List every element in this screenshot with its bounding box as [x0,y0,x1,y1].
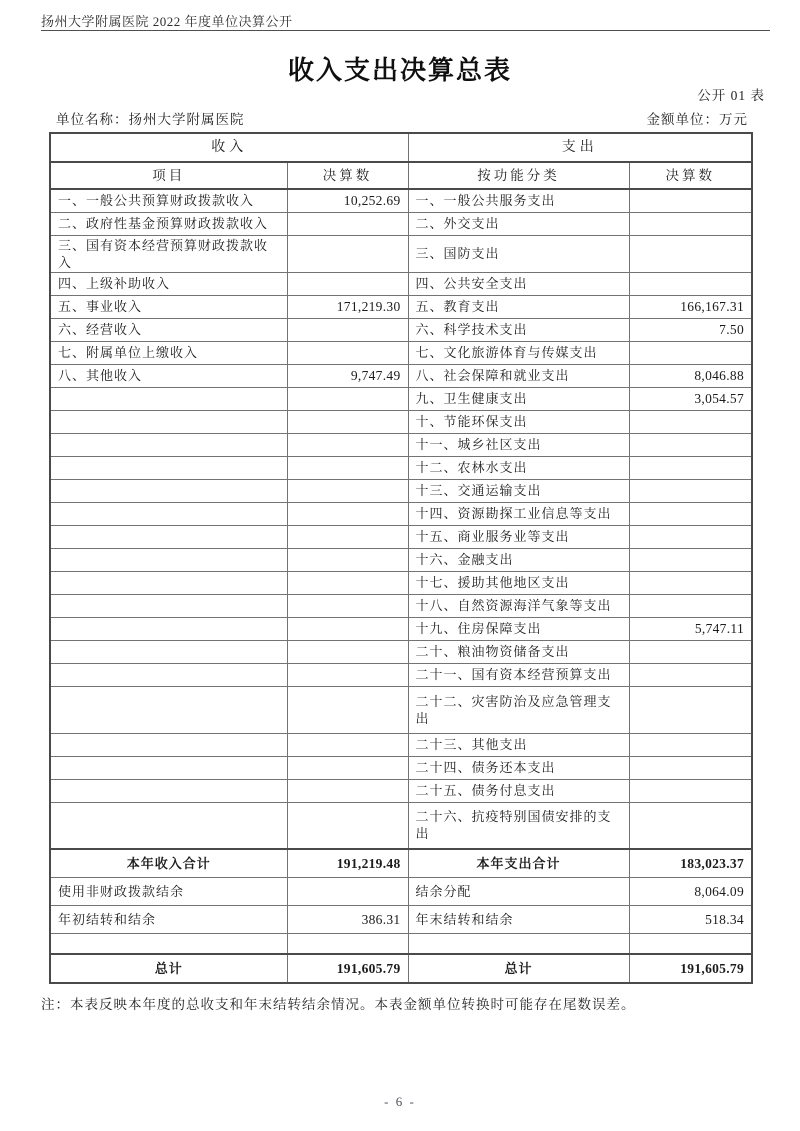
expense-value-cell [629,479,752,502]
income-item-cell: 一、一般公共预算财政拨款收入 [50,189,287,212]
income-value-cell [287,686,408,733]
income-value-cell [287,272,408,295]
table-row [50,954,752,983]
income-value-cell [287,410,408,433]
page-title: 收入支出决算总表 [287,56,512,85]
expense-value-cell [629,189,752,212]
income-item-cell: 八、其他收入 [50,364,287,387]
expense-value-cell [629,525,752,548]
expense-item-cell: 十四、资源勘探工业信息等支出 [408,502,629,525]
income-item-cell [50,479,287,502]
table-row [50,341,752,364]
income-item-cell [50,933,287,954]
income-value-cell [287,235,408,272]
table-row [50,433,752,456]
table-row [50,686,752,733]
income-value-cell [287,433,408,456]
table-head [50,133,752,189]
expense-item-cell: 十三、交通运输支出 [408,479,629,502]
expense-value-cell: 8,046.88 [629,364,752,387]
expense-item-cell: 七、文化旅游体育与传媒支出 [408,341,629,364]
income-item-cell [50,525,287,548]
table-row [50,733,752,756]
income-item-column-header: 项目 [50,162,287,189]
expense-item-cell: 十二、农林水支出 [408,456,629,479]
expense-item-cell: 二十一、国有资本经营预算支出 [408,663,629,686]
expense-item-cell: 八、社会保障和就业支出 [408,364,629,387]
income-value-cell [287,617,408,640]
expense-value-cell [629,272,752,295]
expense-value-cell: 166,167.31 [629,295,752,318]
income-item-cell [50,640,287,663]
table-row [50,594,752,617]
income-item-cell [50,686,287,733]
income-value-cell [287,779,408,802]
income-value-cell [287,318,408,341]
expense-item-cell: 九、卫生健康支出 [408,387,629,410]
expense-item-cell: 三、国防支出 [408,235,629,272]
table-row [50,410,752,433]
expense-value-cell: 3,054.57 [629,387,752,410]
expense-value-cell [629,433,752,456]
income-item-cell: 五、事业收入 [50,295,287,318]
table-row [50,617,752,640]
expense-item-cell: 二十五、债务付息支出 [408,779,629,802]
expense-value-cell: 5,747.11 [629,617,752,640]
income-item-cell: 本年收入合计 [50,849,287,877]
expense-value-cell [629,410,752,433]
income-value-cell [287,756,408,779]
expense-section-header: 支出 [408,133,752,162]
income-value-cell [287,212,408,235]
income-value-column-header: 决算数 [287,162,408,189]
income-value-cell [287,802,408,849]
expense-item-cell: 十九、住房保障支出 [408,617,629,640]
expense-value-cell [629,756,752,779]
income-value-cell: 386.31 [287,905,408,933]
table-row [50,877,752,905]
income-item-cell: 二、政府性基金预算财政拨款收入 [50,212,287,235]
table-row [50,525,752,548]
income-item-cell [50,733,287,756]
table-row [50,235,752,272]
income-value-cell [287,479,408,502]
expense-value-cell [629,548,752,571]
expense-value-cell: 183,023.37 [629,849,752,877]
expense-value-cell [629,571,752,594]
expense-item-cell [408,933,629,954]
page-number: - 6 - [384,1094,416,1109]
income-value-cell: 10,252.69 [287,189,408,212]
amount-unit-label: 金额单位：万元 [646,112,748,127]
table-row [50,933,752,954]
expense-value-cell: 191,605.79 [629,954,752,983]
table-row [50,640,752,663]
income-value-cell [287,387,408,410]
table-row [50,387,752,410]
income-value-cell [287,525,408,548]
income-item-cell [50,456,287,479]
unit-name-label: 单位名称：扬州大学附属医院 [56,112,245,127]
income-item-cell: 总计 [50,954,287,983]
expense-value-cell [629,456,752,479]
income-value-cell [287,548,408,571]
expense-item-cell: 二十四、债务还本支出 [408,756,629,779]
expense-item-cell: 十五、商业服务业等支出 [408,525,629,548]
expense-item-cell: 结余分配 [408,877,629,905]
table-row [50,756,752,779]
income-item-cell: 使用非财政拨款结余 [50,877,287,905]
expense-item-cell: 二、外交支出 [408,212,629,235]
expense-value-cell: 8,064.09 [629,877,752,905]
expense-item-cell: 二十、粮油物资储备支出 [408,640,629,663]
expense-value-cell [629,779,752,802]
column-header-row [50,162,752,189]
table-row [50,295,752,318]
table-row [50,548,752,571]
expense-item-cell: 四、公共安全支出 [408,272,629,295]
income-value-cell: 9,747.49 [287,364,408,387]
expense-value-cell [629,686,752,733]
expense-value-cell: 7.50 [629,318,752,341]
table-row [50,571,752,594]
expense-item-cell: 六、科学技术支出 [408,318,629,341]
table-summary [50,849,752,983]
income-item-cell [50,617,287,640]
income-value-cell [287,733,408,756]
income-value-cell [287,640,408,663]
table-row [50,364,752,387]
income-item-cell: 年初结转和结余 [50,905,287,933]
income-item-cell [50,387,287,410]
expense-value-cell: 518.34 [629,905,752,933]
expense-value-cell [629,802,752,849]
expense-value-cell [629,594,752,617]
table-row [50,779,752,802]
table-row [50,456,752,479]
expense-item-cell: 本年支出合计 [408,849,629,877]
expense-value-cell [629,733,752,756]
expense-value-cell [629,341,752,364]
expense-item-cell: 二十二、灾害防治及应急管理支出 [408,686,629,733]
table-footnote: 注：本表反映本年度的总收支和年末结转结余情况。本表金额单位转换时可能存在尾数误差。 [41,997,636,1012]
income-section-header: 收入 [50,133,408,162]
income-item-cell [50,433,287,456]
income-value-cell [287,933,408,954]
table-row [50,212,752,235]
expense-item-cell: 年末结转和结余 [408,905,629,933]
expense-item-cell: 总计 [408,954,629,983]
expense-value-cell [629,502,752,525]
expense-item-cell: 十六、金融支出 [408,548,629,571]
income-value-cell: 191,219.48 [287,849,408,877]
income-item-cell: 三、国有资本经营预算财政拨款收入 [50,235,287,272]
income-value-cell [287,663,408,686]
document-header-note: 扬州大学附属医院 2022 年度单位决算公开 [41,14,293,29]
expense-item-cell: 二十六、抗疫特别国债安排的支出 [408,802,629,849]
expense-value-column-header: 决算数 [629,162,752,189]
income-item-cell: 七、附属单位上缴收入 [50,341,287,364]
table-number-label: 公开 01 表 [697,88,765,103]
table-row [50,802,752,849]
income-item-cell [50,594,287,617]
income-item-cell [50,756,287,779]
expense-item-column-header: 按功能分类 [408,162,629,189]
income-item-cell [50,802,287,849]
expense-value-cell [629,933,752,954]
income-value-cell: 191,605.79 [287,954,408,983]
income-value-cell: 171,219.30 [287,295,408,318]
table-meta-row [56,108,748,128]
table-row [50,479,752,502]
income-item-cell [50,663,287,686]
income-item-cell: 六、经营收入 [50,318,287,341]
expense-value-cell [629,640,752,663]
income-item-cell [50,548,287,571]
table-row [50,905,752,933]
income-item-cell: 四、上级补助收入 [50,272,287,295]
income-expense-summary-table [49,132,753,984]
expense-item-cell: 十一、城乡社区支出 [408,433,629,456]
expense-item-cell: 十、节能环保支出 [408,410,629,433]
income-value-cell [287,571,408,594]
expense-item-cell: 二十三、其他支出 [408,733,629,756]
income-value-cell [287,456,408,479]
income-item-cell [50,502,287,525]
table-row [50,189,752,212]
table-row [50,272,752,295]
income-value-cell [287,594,408,617]
table-row [50,663,752,686]
expense-value-cell [629,663,752,686]
table-row [50,502,752,525]
group-header-row [50,133,752,162]
expense-item-cell: 十八、自然资源海洋气象等支出 [408,594,629,617]
expense-value-cell [629,212,752,235]
income-value-cell [287,502,408,525]
income-item-cell [50,571,287,594]
income-item-cell [50,779,287,802]
table-body [50,189,752,849]
header-divider [41,30,770,31]
income-value-cell [287,341,408,364]
table-row [50,849,752,877]
expense-item-cell: 十七、援助其他地区支出 [408,571,629,594]
expense-item-cell: 一、一般公共服务支出 [408,189,629,212]
income-item-cell [50,410,287,433]
expense-value-cell [629,235,752,272]
table-row [50,318,752,341]
income-value-cell [287,877,408,905]
expense-item-cell: 五、教育支出 [408,295,629,318]
